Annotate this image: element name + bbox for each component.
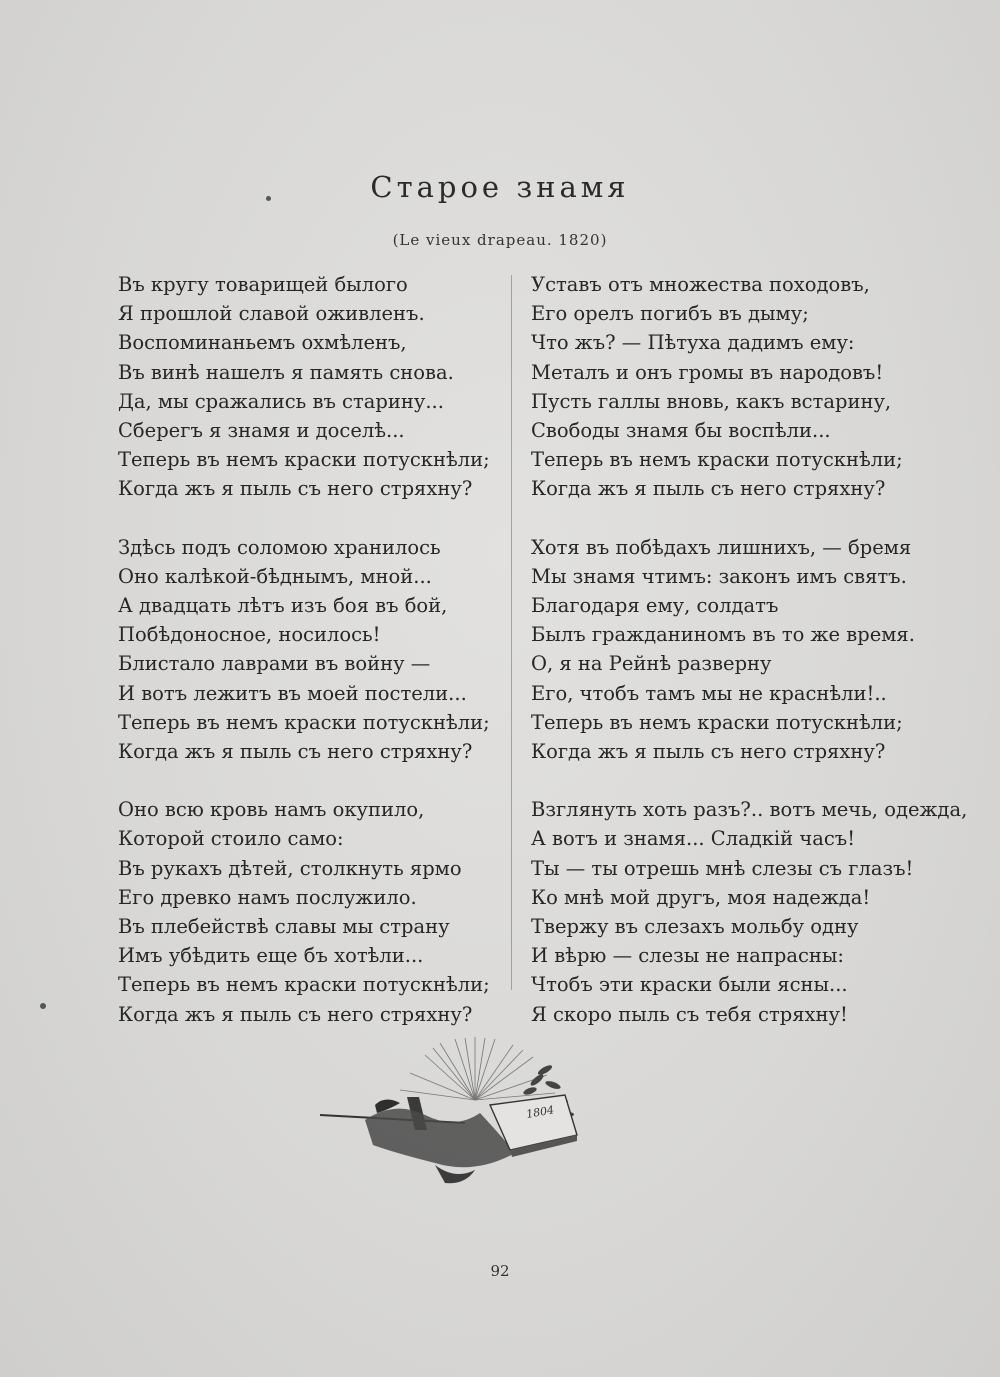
verse-line: Ко мнѣ мой другъ, моя надежда! — [531, 885, 871, 909]
ink-speck — [40, 1003, 46, 1009]
verse-line: Побѣдоносное, носилось! — [118, 623, 381, 647]
vignette-illustration — [315, 1035, 635, 1185]
verse-line: Сберегъ я знамя и доселѣ... — [118, 419, 405, 443]
verse-line: Что жъ? — Пѣтуха дадимъ ему: — [531, 331, 855, 355]
verse-line: Взглянуть хоть разъ?.. вотъ мечь, одежда, — [531, 798, 968, 822]
verse-line: Блистало лаврами въ войну — — [118, 652, 431, 676]
verse-line: Мы знамя чтимъ: законъ имъ святъ. — [531, 564, 907, 588]
verse-line: Пусть галлы вновь, какъ встарину, — [531, 389, 892, 413]
verse-line: Воспоминаньемъ охмѣленъ, — [118, 331, 407, 355]
verse-line: Теперь въ немъ краски потускнѣли; — [531, 448, 903, 472]
poem-subtitle: (Le vieux drapeau. 1820) — [392, 231, 608, 249]
verse-line: Твержу въ слезахъ мольбу одну — [531, 915, 859, 939]
verse-line: Въ кругу товарищей былого — [118, 273, 408, 296]
verse-line: Я скоро пыль съ тебя стряхну! — [531, 1002, 848, 1026]
verse-line: Когда жъ я пыль съ него стряхну? — [118, 1002, 473, 1026]
verse-line: Его, чтобъ тамъ мы не краснѣли!.. — [531, 681, 887, 705]
verse-line: Въ винѣ нашелъ я память снова. — [118, 360, 454, 384]
stanza — [531, 533, 951, 767]
verse-line: Когда жъ я пыль съ него стряхну? — [118, 740, 473, 764]
left-column — [118, 270, 493, 1058]
verse-line: Уставъ отъ множества походовъ, — [531, 273, 870, 296]
verse-line: Когда жъ я пыль съ него стряхну? — [118, 477, 473, 501]
stanza — [118, 533, 493, 767]
verse-line: Металъ и онъ громы въ народовъ! — [531, 360, 884, 384]
verse-line: Его орелъ погибъ въ дыму; — [531, 302, 809, 326]
verse-line: Хотя въ побѣдахъ лишнихъ, — бремя — [531, 535, 912, 559]
verse-line: Теперь въ немъ краски потускнѣли; — [118, 710, 490, 734]
verse-line: Былъ гражданиномъ въ то же время. — [531, 623, 915, 647]
verse-line: Теперь въ немъ краски потускнѣли; — [118, 448, 490, 472]
verse-line: Когда жъ я пыль съ него стряхну? — [531, 477, 886, 501]
verse-line: Теперь въ немъ краски потускнѣли; — [531, 710, 903, 734]
verse-line: Благодаря ему, солдатъ — [531, 594, 779, 618]
verse-line: Въ плебействѣ славы мы страну — [118, 915, 450, 939]
page-number: 92 — [490, 1262, 510, 1280]
verse-line: Его древко намъ послужило. — [118, 885, 417, 909]
book-year: 1804 — [525, 1103, 556, 1121]
verse-line: Оно всю кровь намъ окупило, — [118, 798, 425, 822]
verse-line: Оно калѣкой-бѣднымъ, мной... — [118, 564, 432, 588]
verse-line: Когда жъ я пыль съ него стряхну? — [531, 740, 886, 764]
draped-flag — [365, 1109, 515, 1168]
stanza — [118, 270, 493, 504]
column-divider — [511, 275, 512, 990]
verse-line: Теперь въ немъ краски потускнѣли; — [118, 973, 490, 997]
stanza — [118, 795, 493, 1029]
verse-line: Да, мы сражались въ старину... — [118, 389, 444, 413]
verse-line: Здѣсь подъ соломою хранилось — [118, 535, 441, 559]
verse-line: И вѣрю — слезы не напрасны: — [531, 944, 844, 968]
verse-line: А вотъ и знамя... Сладкій часъ! — [531, 827, 856, 851]
verse-line: Чтобъ эти краски были ясны... — [531, 973, 848, 997]
verse-line: А двадцать лѣтъ изъ боя въ бой, — [118, 594, 448, 618]
stanza — [531, 795, 968, 1029]
foliage — [435, 1165, 475, 1183]
verse-line: О, я на Рейнѣ разверну — [531, 652, 772, 676]
verse-line: Ты — ты отрешь мнѣ слезы съ глазъ! — [531, 856, 914, 880]
verse-line: И вотъ лежитъ въ моей постели... — [118, 681, 467, 705]
verse-line: Я прошлой славой оживленъ. — [118, 302, 425, 326]
poem-title: Старое знамя — [370, 170, 630, 204]
stanza — [531, 270, 951, 504]
verse-line: Въ рукахъ дѣтей, столкнуть ярмо — [118, 856, 462, 880]
verse-line: Имъ убѣдить еще бъ хотѣли... — [118, 944, 424, 968]
verse-line: Которой стоило само: — [118, 827, 344, 851]
right-column — [531, 270, 968, 1058]
verse-line: Свободы знамя бы воспѣли... — [531, 419, 831, 443]
